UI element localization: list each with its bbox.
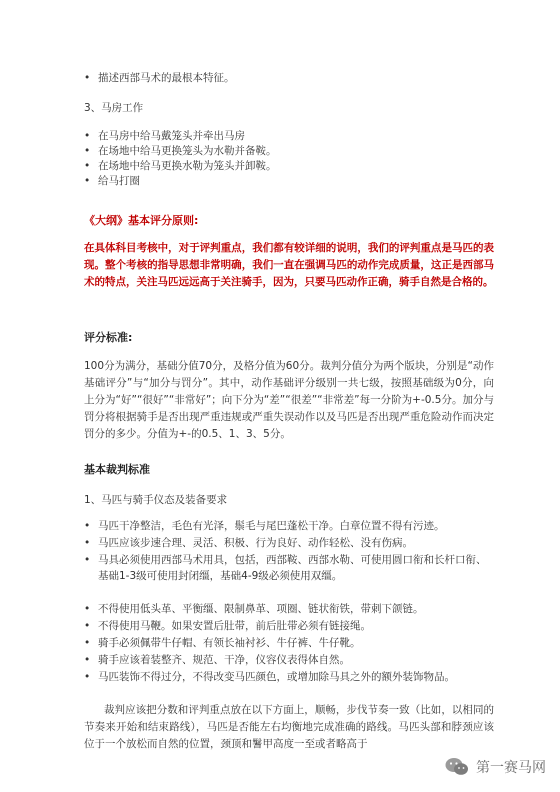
- section3-title: 3、马房工作: [84, 102, 144, 114]
- basic-list-item-text: 马具必须使用西部马术用具，包括，西部鞍、西部水勒、可使用圆口衔和长杆口衔、基础1-3级可使用封闭缰，基础4-9级必须使用双缰。: [98, 554, 487, 582]
- bullet-dot: •: [84, 671, 91, 683]
- bullet-dot: •: [84, 554, 91, 566]
- basic-list-item: [84, 535, 494, 551]
- basic-list-item-text: 马匹装饰不得过分，不得改变马匹颜色，或增加除马具之外的额外装饰物品。: [98, 671, 455, 683]
- basic-list-item: [84, 652, 494, 668]
- basic-list-item: [84, 618, 494, 634]
- bullet-dot: •: [84, 620, 91, 632]
- basic-list-item: [84, 635, 494, 651]
- basic-list-item-text: 骑手必须佩带牛仔帽、有领长袖衬衫、牛仔裤、牛仔靴。: [98, 637, 361, 649]
- watermark: [444, 752, 546, 782]
- intro-bullet-text: 描述西部马术的最根本特征。: [98, 72, 235, 84]
- basic-list-item-text: 骑手应该着装整齐、规范、干净，仪容仪表得体自然。: [98, 654, 350, 666]
- section3-item-text: 给马打圈: [98, 175, 140, 187]
- basic-title: 基本裁判标准: [84, 463, 150, 476]
- basic-list-item: [84, 669, 494, 685]
- bullet-dot: •: [84, 537, 91, 549]
- section3-item: [84, 128, 245, 144]
- section3-item-text: 在场地中给马更换水勒为笼头并卸鞍。: [98, 160, 277, 172]
- basic-list-item-text: 马匹干净整洁，毛色有光泽，鬃毛与尾巴蓬松干净。白章位置不得有污迹。: [98, 520, 445, 532]
- wechat-icon: [444, 754, 470, 780]
- section3-item: [84, 158, 277, 174]
- bullet-dot: •: [84, 160, 91, 172]
- section3-item: [84, 173, 140, 189]
- watermark-text: 第一赛马网: [476, 760, 546, 776]
- basic-list-item: [84, 601, 494, 617]
- outline-text: 在具体科目考核中，对于评判重点，我们都有较详细的说明，我们的评判重点是马匹的表现。整个考核的指导思想非常明确，我们一直在强调马匹的动作完成质量，这正是西部马术的特点，关注马匹远远高于关注骑手，因为，只要马匹动作正确，骑手自然是合格的。: [84, 242, 494, 288]
- section3-item-text: 在场地中给马更换笼头为水勒并备鞍。: [98, 145, 277, 157]
- basic-list-item-text: 不得使用低头革、平衡缰、限制鼻革、项圈、链状衔铁，带刺下颌链。: [98, 603, 424, 615]
- basic-list-item-text: 不得使用马鞭。如果安置后肚带，前后肚带必须有链接绳。: [98, 620, 371, 632]
- scoring-text: 100分为满分，基础分值70分，及格分值为60分。裁判分值分为两个版块，分别是“动作基础评分”与“加分与罚分”。其中，动作基础评分级别一共七级，按照基础级为0分，向上分为“好”“很好”“非常好”；向下分为“差”“很差”“非常差”每一分阶为+-0.5分。加分与罚分将根据骑手是否出现严重违规或严重失误动作以及马匹是否出现严重危险动作而决定罚分的多少。分值为+-的0.5、1、3、5分。: [84, 360, 494, 440]
- bullet-dot: •: [84, 72, 91, 84]
- bullet-dot: •: [84, 654, 91, 666]
- bullet-dot: •: [84, 603, 91, 615]
- bullet-dot: •: [84, 175, 91, 187]
- basic-list-item: [84, 552, 494, 584]
- scoring-title: 评分标准:: [84, 331, 133, 344]
- bullet-dot: •: [84, 130, 91, 142]
- closing-paragraph: 裁判应该把分数和评判重点放在以下方面上，顺畅，步伐节奏一致（比如，以相同的节奏来开始和结束路线），马匹是否能左右均衡地完成准确的路线。马匹头部和脖颈应该位于一个放松而自然的位置，颈顶和鬐甲高度一至或者略高于: [84, 704, 494, 750]
- basic-list-item: [84, 518, 494, 534]
- section3-item: [84, 143, 277, 159]
- intro-bullet: [84, 70, 235, 86]
- bullet-dot: •: [84, 145, 91, 157]
- bullet-dot: •: [84, 637, 91, 649]
- basic-list-item-text: 马匹应该步速合理、灵活、积极、行为良好、动作轻松、没有伤病。: [98, 537, 413, 549]
- bullet-dot: •: [84, 520, 91, 532]
- basic-subtitle: 1、马匹与骑手仪态及装备要求: [84, 494, 228, 506]
- outline-title: 《大纲》基本评分原则:: [84, 214, 199, 227]
- section3-item-text: 在马房中给马戴笼头并牵出马房: [98, 130, 245, 142]
